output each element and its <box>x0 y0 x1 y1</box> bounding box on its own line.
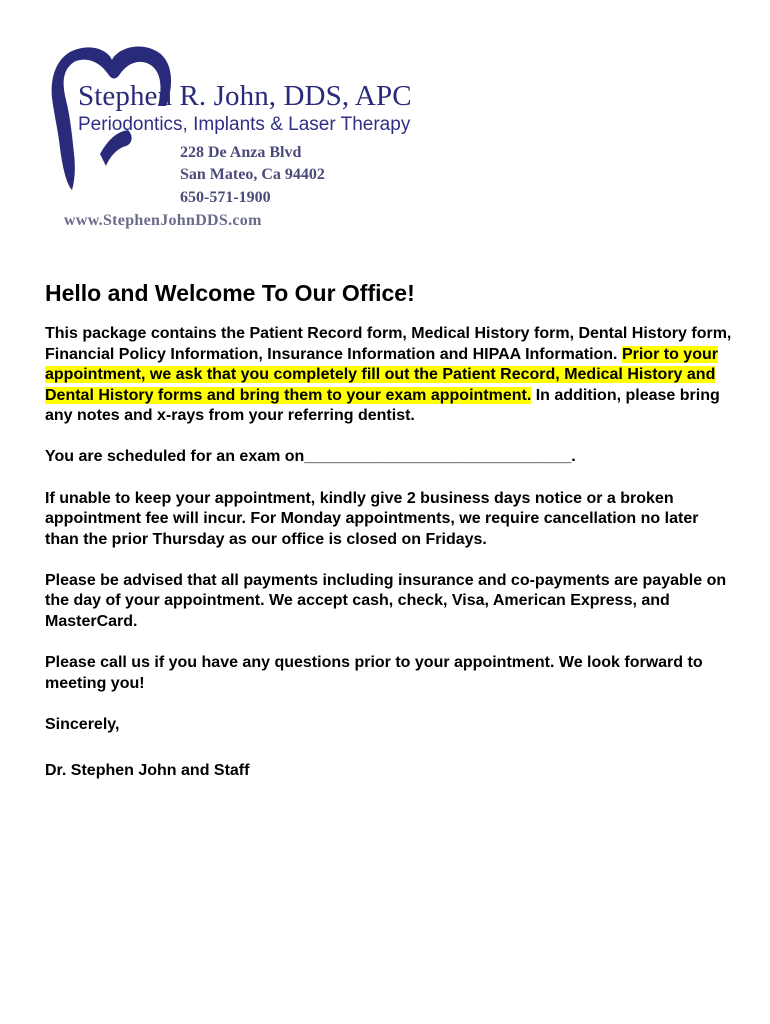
website-url: www.StephenJohnDDS.com <box>64 212 262 229</box>
phone-number: 650-571-1900 <box>180 189 271 206</box>
letterhead <box>50 44 410 239</box>
intro-text-part2: In addition, please bring any notes and x-rays from your referring dentist. <box>45 386 720 425</box>
closing-salutation: Sincerely, <box>45 715 120 733</box>
intro-highlighted-text: Prior to your appointment, we ask that you completely fill out the Patient Record, Medical History and Dental History forms and bring them to your exam appointment. <box>45 345 718 404</box>
letter-body <box>45 278 735 782</box>
questions-paragraph: Please call us if you have any questions prior to your appointment. We look forward to meeting you! <box>45 654 703 692</box>
address-city: San Mateo, Ca 94402 <box>180 166 325 183</box>
signature: Dr. Stephen John and Staff <box>45 762 250 780</box>
practice-name: Stephen R. John, DDS, APC <box>78 80 412 112</box>
letter-headline: Hello and Welcome To Our Office! <box>45 280 415 306</box>
intro-paragraph <box>45 324 735 427</box>
payment-policy: Please be advised that all payments including insurance and co-payments are payable on the day of your appointment. We accept cash, check, Visa, American Express, and MasterCard. <box>45 571 727 631</box>
schedule-line: You are scheduled for an exam on______________________________. <box>45 448 576 466</box>
address-street: 228 De Anza Blvd <box>180 144 302 161</box>
intro-text-part1: This package contains the Patient Record form, Medical History form, Dental History form, Financial Policy Information, Insurance Information and HIPAA Information. <box>45 325 732 363</box>
cancellation-policy: If unable to keep your appointment, kindly give 2 business days notice or a broken appointment fee will incur. For Monday appointments, we require cancellation no later than the prior Thursday as our office is closed on Fridays. <box>45 489 699 548</box>
practice-tagline: Periodontics, Implants & Laser Therapy <box>78 114 411 135</box>
